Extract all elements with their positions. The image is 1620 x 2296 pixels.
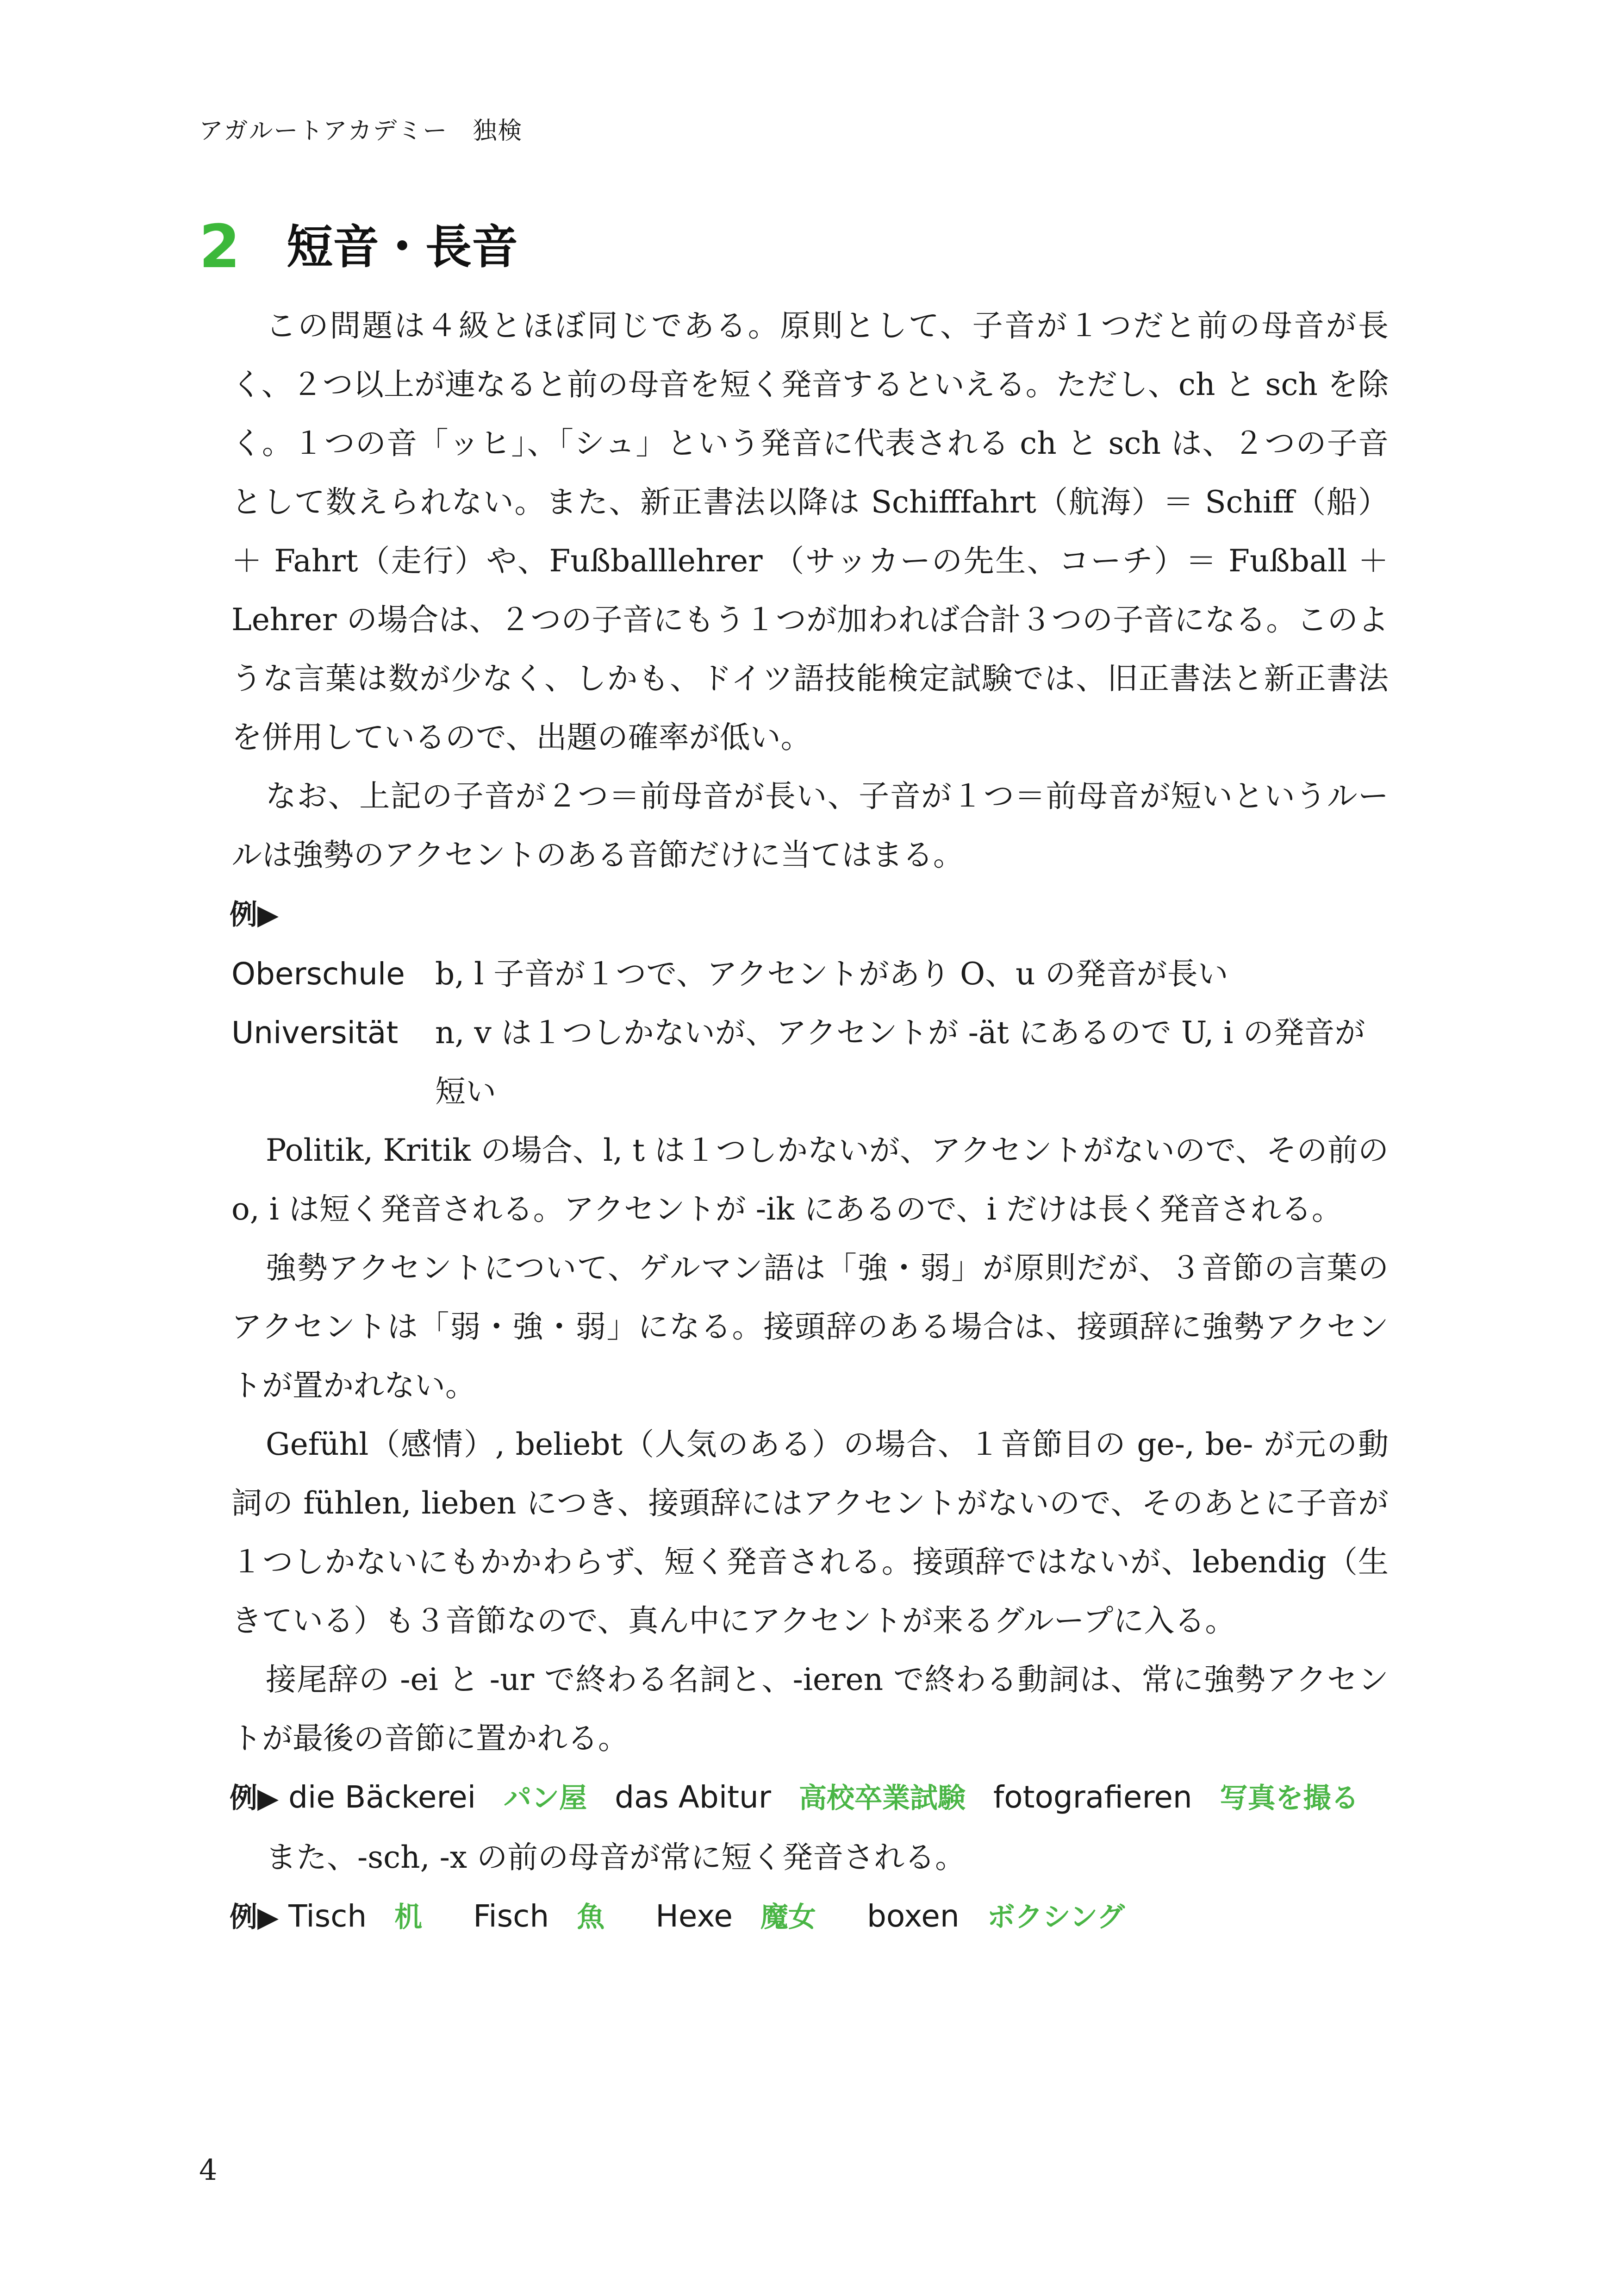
page-number: 4: [199, 2153, 218, 2187]
example-word: das Abitur: [615, 1779, 772, 1815]
example-meaning: 机: [394, 1901, 423, 1933]
paragraph-2: なお、上記の子音が２つ＝前母音が長い、子音が１つ＝前母音が短いというルールは強勢のアクセントのある音節だけに当てはまる。: [231, 778, 1389, 873]
paragraph-1: この問題は４級とほぼ同じである。原則として、子音が１つだと前の母音が長く、２つ以上が連なると前の母音を短く発音するといえる。ただし、ch と sch を除く。１つの音「ッヒ」、「シュ」という発音に代表される ch と sch は、２つの子音として数えられない。また、新正書法以降は Schifffahrt（航海）＝ Schiff（船）＋ Fahrt（走行）や、Fußballlehrer （サッカーの先生、コーチ）＝ Fußball ＋ Lehrer の場合は、２つの子音にもう１つが加われば合計３つの子音になる。このような言葉は数が少なく、しかも、ドイツ語技能検定試験では、旧正書法と新正書法を併用しているので、出題の確率が低い。: [231, 308, 1389, 755]
section-number: 2: [199, 213, 241, 282]
section-heading: [199, 213, 518, 282]
paragraph-3: Politik, Kritik の場合、l, t は１つしかないが、アクセントがないので、その前の o, i は短く発音される。アクセントが -ik にあるので、i だけは長く発音される。: [231, 1132, 1389, 1227]
example-word: Fisch: [473, 1898, 549, 1934]
body-content: [231, 296, 1389, 1947]
paragraph-7: また、-sch, -x の前の母音が常に短く発音される。: [266, 1839, 966, 1875]
example-term: Oberschule: [231, 956, 405, 992]
example-word: Tisch: [288, 1898, 367, 1934]
example-label-1: [231, 884, 1389, 945]
example-word: boxen: [867, 1898, 960, 1934]
example-word: fotografieren: [993, 1779, 1192, 1815]
example-word: Hexe: [655, 1898, 733, 1934]
example-meaning: 高校卒業試験: [799, 1782, 966, 1814]
example-marker: 例▶: [230, 1901, 279, 1933]
example-meaning: 魔女: [760, 1901, 816, 1933]
section-title: 短音・長音: [287, 220, 518, 274]
running-header: アガルートアカデミー 独検: [199, 117, 523, 145]
example-word: die Bäckerei: [288, 1779, 476, 1815]
example-line-suffix: [231, 1768, 1389, 1828]
example-line-short-vowel: [231, 1887, 1389, 1947]
example-marker: 例▶: [230, 899, 279, 931]
example-meaning: ボクシング: [987, 1901, 1125, 1933]
example-row-oberschule: [231, 945, 1389, 1003]
example-row-universitaet: [231, 1003, 1389, 1121]
example-meaning: 写真を撮る: [1220, 1782, 1359, 1814]
example-meaning: 魚: [577, 1901, 605, 1933]
example-term: Universität: [231, 1015, 399, 1051]
paragraph-5: Gefühl（感情）, beliebt（人気のある）の場合、１音節目の ge-, be- が元の動詞の fühlen, lieben につき、接頭辞にはアクセントがないので、そのあとに子音が１つしかないにもかかわらず、短く発音される。接頭辞ではないが、lebendig（生きている）も３音節なので、真ん中にアクセントが来るグループに入る。: [231, 1426, 1389, 1639]
paragraph-4: 強勢アクセントについて、ゲルマン語は「強・弱」が原則だが、３音節の言葉のアクセントは「弱・強・弱」になる。接頭辞のある場合は、接頭辞に強勢アクセントが置かれない。: [231, 1250, 1389, 1403]
example-description: b, l 子音が１つで、アクセントがあり O、u の発音が長い: [435, 956, 1228, 992]
example-meaning: パン屋: [504, 1782, 587, 1814]
example-description: n, v は１つしかないが、アクセントが -ät にあるので U, i の発音が短い: [435, 1015, 1365, 1109]
example-marker: 例▶: [230, 1782, 279, 1814]
paragraph-6: 接尾辞の -ei と -ur で終わる名詞と、-ieren で終わる動詞は、常に強勢アクセントが最後の音節に置かれる。: [231, 1662, 1389, 1756]
